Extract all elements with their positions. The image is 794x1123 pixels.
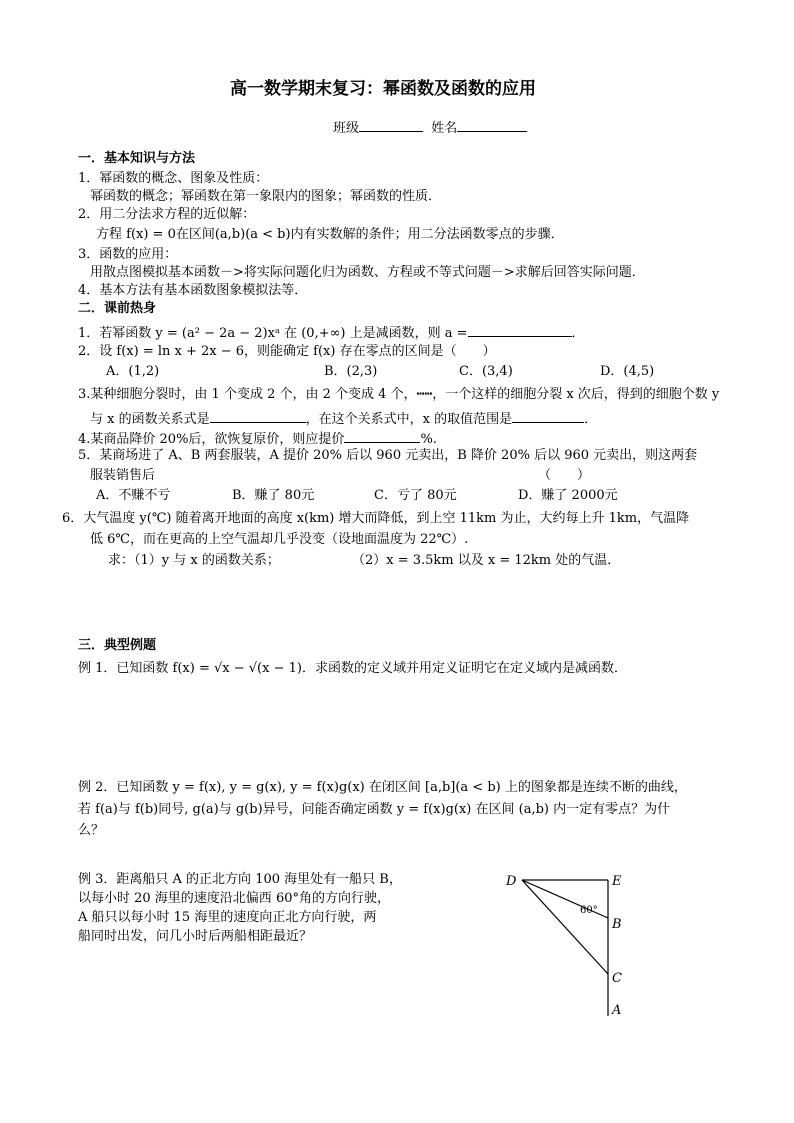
sec1-line-5: 3．函数的应用： [78, 247, 178, 262]
q4-text-2: %. [420, 432, 437, 447]
example-3-line-2: 以每小时 20 海里的速度沿北偏西 60°角的方向行驶， [78, 891, 390, 906]
q2-option-c: C．(3,4) [459, 364, 513, 379]
example-3-line-3: A 船只以每小时 15 海里的速度向正北方向行驶，两 [78, 910, 377, 925]
example-1: 例 1．已知函数 f(x) = √x − √(x − 1)．求函数的定义域并用定义证明它在定义域内是减函数． [78, 661, 627, 676]
ship-diagram [500, 870, 640, 1020]
question-6-line-3a: 求：（1）y 与 x 的函数关系； [108, 553, 280, 568]
q5-option-d: D．赚了 2000元 [518, 488, 618, 503]
question-1-end: ． [571, 326, 585, 341]
q4-text-1: 4.某商品降价 20%后，欲恢复原价，则应提价 [78, 432, 345, 447]
section-1-heading: 一．基本知识与方法 [78, 151, 196, 166]
question-3-line-1: 3.某种细胞分裂时，由 1 个变成 2 个，由 2 个变成 4 个，┅┅，一个这样的细胞分裂 x 次后，得到的细胞个数 y [78, 387, 720, 402]
angle-label: 60° [580, 905, 598, 916]
question-6-line-3b: （2）x = 3.5km 以及 x = 12km 处的气温． [352, 553, 621, 568]
class-name-line [333, 117, 527, 138]
sec1-line-1: 1．幂函数的概念、图象及性质： [78, 171, 269, 186]
q5-option-a: A．不赚不亏 [96, 488, 171, 503]
label-a: A [612, 1003, 622, 1018]
sec1-line-4: 方程 f(x) = 0在区间(a,b)(a < b)内有实数解的条件；用二分法函数零点的步骤． [96, 227, 564, 242]
sec1-line-2: 幂函数的概念；幂函数在第一象限内的图象；幂函数的性质． [90, 189, 442, 204]
example-2-line-3: 么？ [78, 823, 105, 838]
question-1 [78, 322, 585, 343]
sec1-line-6: 用散点图模拟基本函数－>将实际问题化归为函数、方程或不等式问题－>求解后回答实际问题． [90, 265, 645, 280]
question-1-text: 1．若幂函数 y = (a² − 2a − 2)xᵃ 在 (0,+∞) 上是减函数，则 a = [78, 326, 468, 341]
q3-text-1: 与 x 的函数关系式是 [90, 412, 210, 427]
example-3-line-1: 例 3．距离船只 A 的正北方向 100 海里处有一船只 B， [78, 872, 402, 887]
example-3-line-4: 船同时出发，问几小时后两船相距最近？ [78, 929, 313, 944]
segment-dc [522, 880, 608, 974]
example-2-line-1: 例 2．已知函数 y = f(x), y = g(x), y = f(x)g(x) 在闭区间 [a,b](a < b) 上的图象都是连续不断的曲线， [78, 780, 687, 795]
q2-option-d: D．(4,5) [600, 364, 655, 379]
question-6-line-1: 6．大气温度 y(℃) 随着离开地面的高度 x(km) 增大而降低，到上空 11km 为止，大约每上升 1km，气温降 [62, 511, 690, 526]
page-title: 高一数学期末复习：幂函数及函数的应用 [230, 79, 536, 99]
q3-blank-2[interactable] [512, 408, 584, 423]
sec1-line-7: 4．基本方法有基本函数图象模拟法等． [78, 283, 308, 298]
q4-blank[interactable] [344, 428, 420, 443]
question-5-line-2: 服装销售后 [90, 468, 156, 483]
question-5-paren: （ ） [538, 468, 591, 483]
q5-option-b: B．赚了 80元 [232, 488, 315, 503]
name-label: 姓名 [431, 121, 458, 136]
question-5-line-1: 5．某商场进了 A、B 两套服装，A 提价 20% 后以 960 元卖出，B 降价 20% 后以 960 元卖出，则这两套 [78, 448, 698, 463]
q5-option-c: C．亏了 80元 [374, 488, 457, 503]
q2-option-b: B．(2,3) [324, 364, 378, 379]
section-2-heading: 二．课前热身 [78, 301, 157, 316]
question-1-blank[interactable] [468, 322, 572, 337]
q3-text-2: ，在这个关系式中，x 的取值范围是 [305, 412, 513, 427]
question-3-line-2 [90, 408, 597, 429]
name-blank[interactable] [457, 117, 527, 132]
label-e: E [612, 874, 622, 889]
q3-blank-1[interactable] [210, 408, 306, 423]
q2-option-a: A．(1,2) [106, 364, 160, 379]
question-2: 2．设 f(x) = ln x + 2x − 6，则能确定 f(x) 存在零点的区间是（ ） [78, 344, 496, 359]
class-blank[interactable] [359, 117, 423, 132]
example-2-line-2: 若 f(a)与 f(b)同号, g(a)与 g(b)异号，问能否确定函数 y = f(x)g(x) 在区间 (a,b) 内一定有零点？为什 [78, 802, 671, 817]
question-6-line-2: 低 6℃，而在更高的上空气温却几乎没变（设地面温度为 22℃）. [90, 532, 469, 547]
label-b: B [612, 917, 622, 932]
label-d: D [506, 874, 517, 889]
class-label: 班级 [333, 121, 360, 136]
label-c: C [612, 971, 622, 986]
section-3-heading: 三．典型例题 [78, 638, 157, 653]
q3-text-3: ． [584, 412, 598, 427]
question-4 [78, 428, 437, 449]
sec1-line-3: 2．用二分法求方程的近似解： [78, 207, 256, 222]
